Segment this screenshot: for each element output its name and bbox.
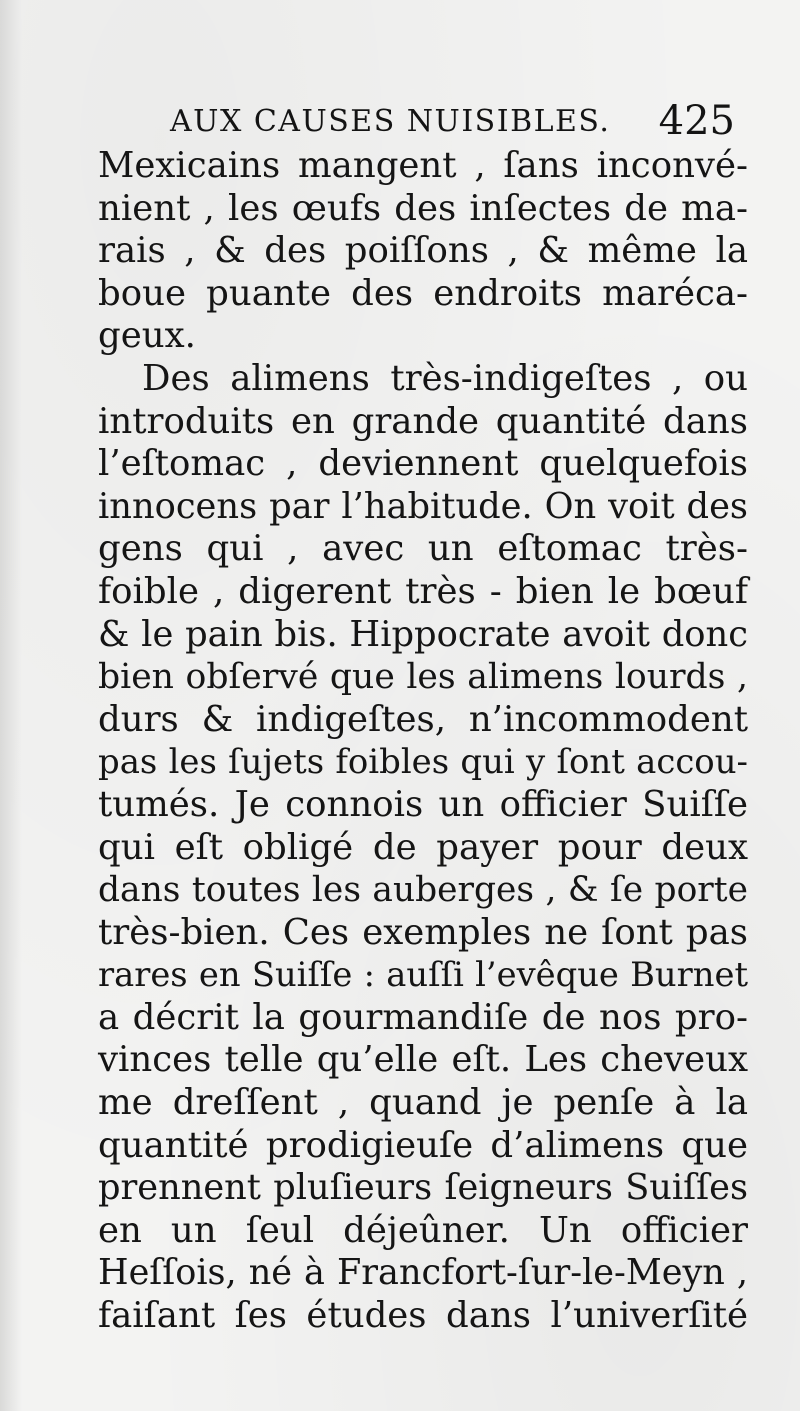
text-line: Heſſois, né à Francfort-ſur-le-Meyn , xyxy=(98,1252,748,1294)
page-gutter-shadow xyxy=(0,0,22,1411)
text-line: a décrit la gourmandiſe de nos pro- xyxy=(98,996,748,1038)
text-line: en un ſeul déjeûner. Un officier xyxy=(98,1209,748,1251)
text-line: vinces telle qu’elle eſt. Les cheveux xyxy=(98,1039,748,1081)
text-line: bien obſervé que les alimens lourds , xyxy=(98,657,748,698)
text-line: durs & indigeſtes, n’incommodent xyxy=(98,698,748,740)
text-line: me dreſſent , quand je penſe à la xyxy=(98,1082,748,1124)
text-line: boue puante des endroits maréca- xyxy=(98,272,748,314)
body-text xyxy=(98,145,748,1338)
text-line: l’eſtomac , deviennent quelquefois xyxy=(98,443,748,485)
text-line: rares en Suiſſe : auſſi l’evêque Burnet xyxy=(98,955,748,995)
text-line: prennent pluſieurs ſeigneurs Suiſſes xyxy=(98,1167,748,1209)
text-line: quantité prodigieuſe d’alimens que xyxy=(98,1124,748,1166)
text-line: qui eſt obligé de payer pour deux xyxy=(98,826,748,868)
text-line: nient , les œufs des inſectes de ma- xyxy=(98,187,748,229)
running-head xyxy=(170,98,745,150)
running-head-title: AUX CAUSES NUISIBLES. xyxy=(170,104,611,139)
text-line: innocens par l’habitude. On voit des xyxy=(98,485,748,527)
text-line: faiſant ſes études dans l’univerſité xyxy=(98,1295,748,1337)
text-line: geux. xyxy=(98,315,196,357)
paragraph xyxy=(98,358,748,1338)
text-line: foible , digerent très - bien le bœuf xyxy=(98,570,748,612)
paragraph-continued xyxy=(98,145,748,358)
text-line: dans toutes les auberges , & ſe porte xyxy=(98,870,748,911)
text-line: gens qui , avec un eſtomac très- xyxy=(98,528,748,570)
text-line: rais , & des poiſſons , & même la xyxy=(98,230,748,272)
text-line: Mexicains mangent , ſans inconvé- xyxy=(98,145,748,186)
text-line: & le pain bis. Hippocrate avoit donc xyxy=(98,613,748,655)
text-line: tumés. Je connois un officier Suiſſe xyxy=(98,783,748,825)
text-line: Des alimens très-indigeſtes , ou xyxy=(142,357,748,399)
text-line: pas les ſujets foibles qui y ſont accou- xyxy=(98,742,748,782)
text-line: très-bien. Ces exemples ne ſont pas xyxy=(98,911,748,953)
text-line: introduits en grande quantité dans xyxy=(98,400,748,442)
page-number: 425 xyxy=(658,98,735,144)
